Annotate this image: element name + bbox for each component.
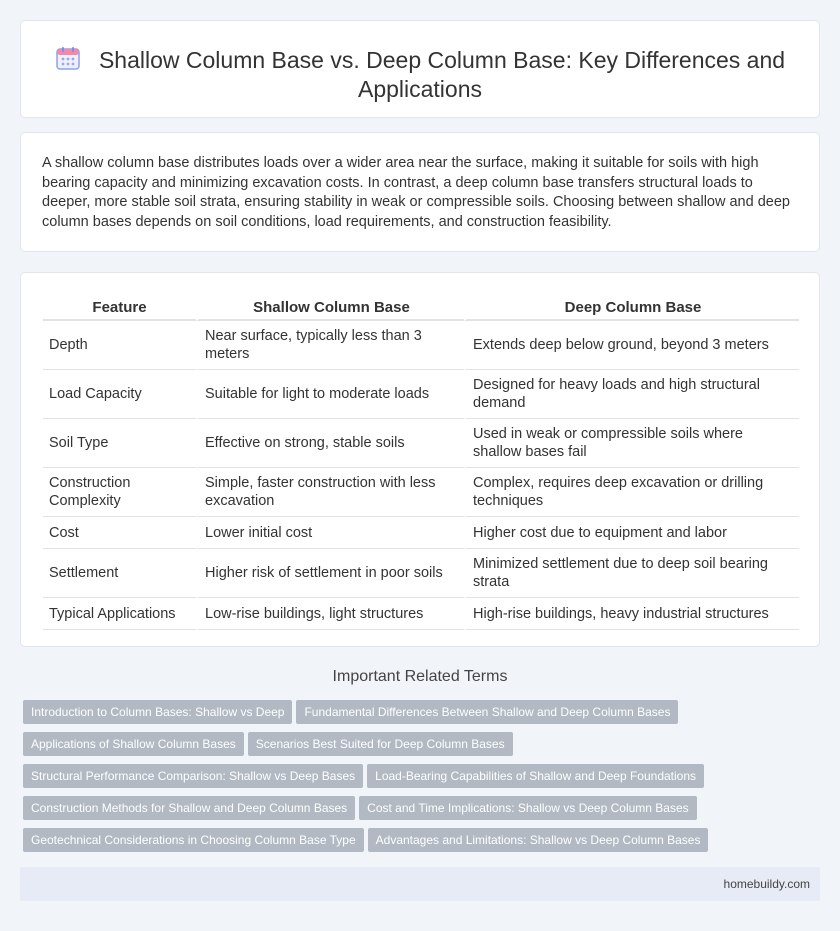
comparison-table <box>43 295 799 630</box>
tag-row <box>23 796 723 828</box>
deep-cell: Complex, requires deep excavation or drilling techniques <box>464 468 799 517</box>
related-term-link[interactable]: Load-Bearing Capabilities of Shallow and Deep Foundations <box>367 764 704 788</box>
deep-cell: Minimized settlement due to deep soil bearing strata <box>464 549 799 598</box>
intro-paragraph: A shallow column base distributes loads over a wider area near the surface, making it suitable for soils with high bearing capacity and minimizing excavation costs. In contrast, a deep column base transfers structural loads to deeper, more stable soil strata, ensuring stability in weak or compressible soils. Choosing between shallow and deep column bases depends on soil conditions, load requirements, and construction feasibility. <box>42 155 790 230</box>
related-terms-list <box>23 700 723 860</box>
table-row <box>43 598 799 630</box>
related-term-link[interactable]: Applications of Shallow Column Bases <box>23 732 244 756</box>
related-terms-heading: Important Related Terms <box>332 668 508 685</box>
related-term-link[interactable]: Fundamental Differences Between Shallow and Deep Column Bases <box>296 700 678 724</box>
footer-site[interactable]: homebuildy.com <box>723 877 810 891</box>
table-row <box>43 321 799 370</box>
table-row <box>43 468 799 517</box>
tag-row <box>23 764 723 796</box>
shallow-cell: Higher risk of settlement in poor soils <box>196 549 464 598</box>
table-row <box>43 517 799 549</box>
related-term-link[interactable]: Cost and Time Implications: Shallow vs Deep Column Bases <box>359 796 696 820</box>
table-row <box>43 419 799 468</box>
title-text: Shallow Column Base vs. Deep Column Base: Key Differences and Applications <box>98 47 786 102</box>
shallow-cell: Low-rise buildings, light structures <box>196 598 464 630</box>
header-deep: Deep Column Base <box>464 295 799 321</box>
related-term-link[interactable]: Introduction to Column Bases: Shallow vs Deep <box>23 700 292 724</box>
feature-cell: Construction Complexity <box>43 468 196 517</box>
intro-card <box>20 132 820 252</box>
table-header-row <box>43 295 799 321</box>
feature-cell: Settlement <box>43 549 196 598</box>
table-row <box>43 549 799 598</box>
related-term-link[interactable]: Construction Methods for Shallow and Deep Column Bases <box>23 796 355 820</box>
footer <box>20 867 820 901</box>
comparison-table-card <box>20 272 820 647</box>
deep-cell: Higher cost due to equipment and labor <box>464 517 799 549</box>
tag-row <box>23 700 723 732</box>
related-term-link[interactable]: Geotechnical Considerations in Choosing Column Base Type <box>23 828 364 852</box>
shallow-cell: Simple, faster construction with less excavation <box>196 468 464 517</box>
shallow-cell: Suitable for light to moderate loads <box>196 370 464 419</box>
feature-cell: Depth <box>43 321 196 370</box>
feature-cell: Cost <box>43 517 196 549</box>
feature-cell: Typical Applications <box>43 598 196 630</box>
deep-cell: High-rise buildings, heavy industrial structures <box>464 598 799 630</box>
shallow-cell: Near surface, typically less than 3 meters <box>196 321 464 370</box>
deep-cell: Used in weak or compressible soils where shallow bases fail <box>464 419 799 468</box>
feature-cell: Soil Type <box>43 419 196 468</box>
shallow-cell: Lower initial cost <box>196 517 464 549</box>
related-term-link[interactable]: Structural Performance Comparison: Shallow vs Deep Bases <box>23 764 363 788</box>
header-card <box>20 20 820 118</box>
feature-cell: Load Capacity <box>43 370 196 419</box>
related-term-link[interactable]: Scenarios Best Suited for Deep Column Bases <box>248 732 513 756</box>
header-shallow: Shallow Column Base <box>196 295 464 321</box>
page-title <box>21 45 819 104</box>
deep-cell: Designed for heavy loads and high structural demand <box>464 370 799 419</box>
tag-row <box>23 732 723 764</box>
calendar-icon <box>55 45 81 71</box>
header-feature: Feature <box>43 295 196 321</box>
related-term-link[interactable]: Advantages and Limitations: Shallow vs Deep Column Bases <box>368 828 709 852</box>
tag-row <box>23 828 723 860</box>
shallow-cell: Effective on strong, stable soils <box>196 419 464 468</box>
deep-cell: Extends deep below ground, beyond 3 meters <box>464 321 799 370</box>
table-row <box>43 370 799 419</box>
